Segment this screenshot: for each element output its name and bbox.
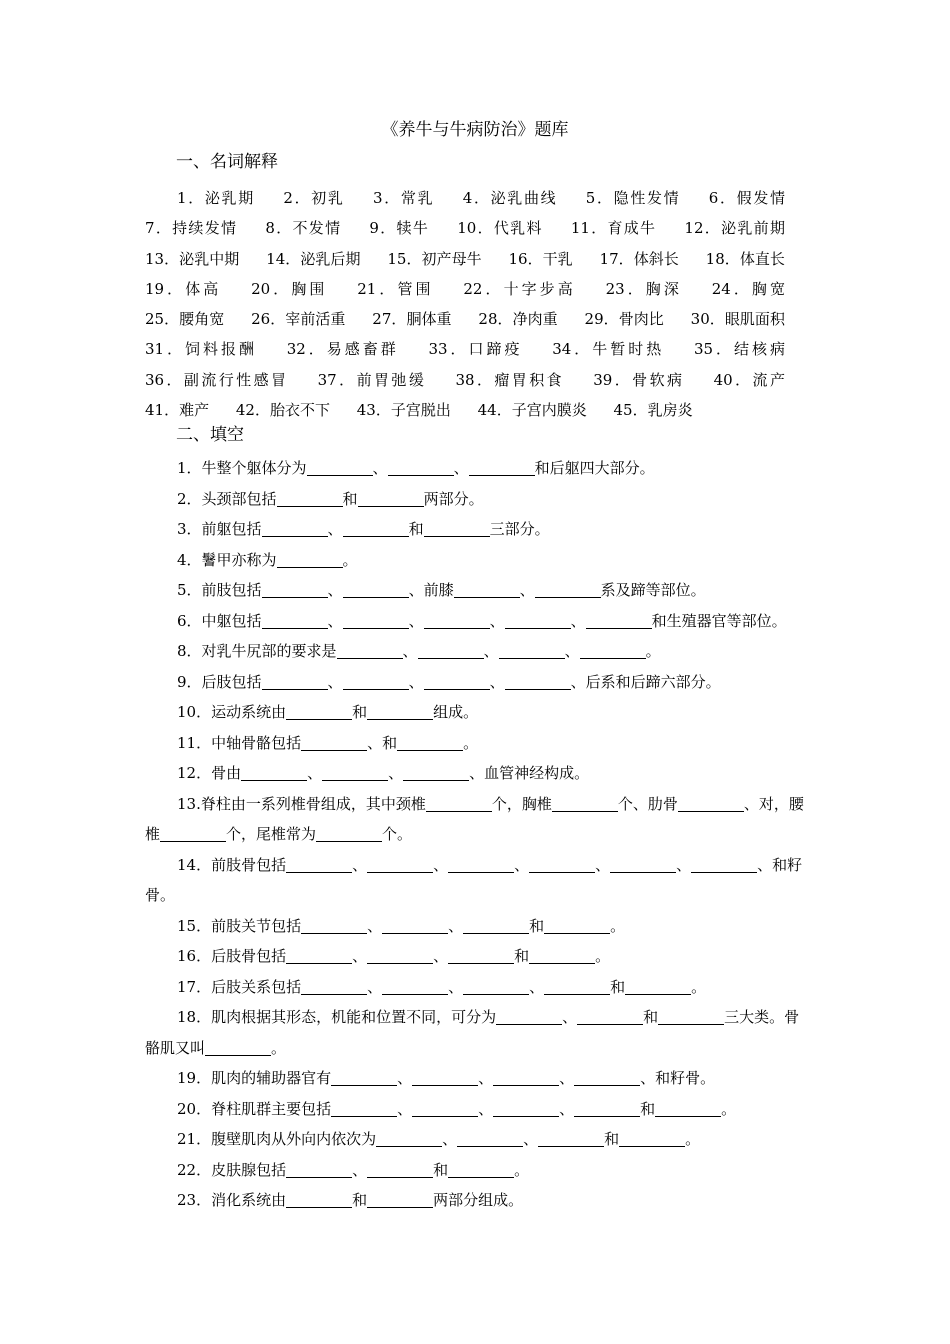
answer-blank[interactable] [505, 612, 571, 629]
answer-blank[interactable] [448, 947, 514, 964]
question-text: 12．骨由 [177, 764, 242, 782]
answer-blank[interactable] [448, 1161, 514, 1178]
answer-blank[interactable] [610, 856, 676, 873]
answer-blank[interactable] [286, 1161, 352, 1178]
question-text: 和生殖器官等部位。 [651, 611, 787, 630]
question-text: 、 [448, 977, 464, 996]
question-text: 、 [570, 611, 586, 630]
question-text: 、 [352, 855, 368, 874]
term-item: 27．胴体重 [372, 310, 452, 329]
term-item: 22．十字步高 [463, 279, 576, 298]
answer-blank[interactable] [397, 734, 463, 751]
term-item: 33．口蹄疫 [428, 340, 523, 359]
question-text: 和 [640, 1099, 656, 1118]
question-text: 、 [453, 459, 469, 477]
fill-question [145, 636, 811, 667]
question-text: 、 [514, 855, 530, 874]
question-text: 22．皮肤腺包括 [177, 1160, 287, 1179]
answer-blank[interactable] [322, 764, 388, 781]
term-item: 17．体斜长 [599, 249, 679, 268]
question-text: 和 [352, 703, 368, 721]
question-text: 、 [367, 916, 383, 935]
question-text: 和后躯四大部分。 [534, 459, 655, 477]
term-item: 35．结核病 [693, 340, 785, 359]
question-text: 、 [367, 977, 383, 996]
term-item: 19．体高 [145, 279, 222, 298]
question-text: 23．消化系统由 [177, 1191, 287, 1209]
answer-blank[interactable] [574, 1069, 640, 1086]
fill-question [145, 514, 811, 545]
question-text: 系及蹄等部位。 [600, 581, 706, 599]
question-text: 、 [402, 642, 418, 660]
term-item: 20．胸围 [251, 279, 328, 298]
question-text: 。 [342, 550, 358, 569]
answer-blank[interactable] [424, 673, 490, 690]
term-item: 5．隐性发情 [585, 189, 681, 207]
answer-blank[interactable] [367, 947, 433, 964]
question-text: 8．对乳牛尻部的要求是 [177, 642, 337, 660]
term-item: 11．育成牛 [570, 219, 657, 238]
answer-blank[interactable] [538, 1130, 604, 1147]
question-text: 和 [514, 947, 530, 965]
question-text: 20．脊柱肌群主要包括 [177, 1099, 332, 1118]
question-text: 、 [562, 1008, 578, 1026]
question-text: 1．牛整个躯体分为 [177, 459, 307, 477]
term-item: 6．假发情 [708, 189, 786, 207]
answer-blank[interactable] [388, 459, 454, 476]
question-text: 、 [483, 642, 499, 660]
term-item: 29．骨肉比 [584, 310, 664, 329]
answer-blank[interactable] [337, 642, 403, 659]
term-item: 3．常乳 [373, 189, 435, 207]
answer-blank[interactable] [343, 520, 409, 537]
question-text: 、 [397, 1099, 413, 1118]
answer-blank[interactable] [493, 1100, 559, 1117]
question-text: 13.脊柱由一系列椎骨组成，其中颈椎 [177, 794, 426, 813]
term-item: 15．初产母牛 [387, 249, 482, 268]
question-text: 、 [327, 611, 343, 630]
term-item: 26．宰前活重 [251, 310, 346, 329]
term-item: 42．胎衣不下 [235, 401, 330, 420]
term-item: 21．管围 [357, 279, 434, 298]
term-item: 37．前胃弛缓 [317, 370, 427, 389]
answer-blank[interactable] [580, 642, 646, 659]
fill-question [145, 667, 811, 698]
answer-blank[interactable] [544, 917, 610, 934]
fill-question [145, 545, 811, 576]
fill-question [145, 728, 811, 759]
question-text: 和 [643, 1008, 659, 1026]
question-text: 。 [691, 977, 707, 996]
question-text: 。 [595, 947, 611, 965]
question-text: 、 [327, 520, 343, 538]
fill-question [145, 575, 811, 606]
term-item: 13．泌乳中期 [145, 249, 240, 268]
term-item: 4．泌乳曲线 [462, 189, 558, 207]
answer-blank[interactable] [376, 1130, 442, 1147]
answer-blank[interactable] [544, 978, 610, 995]
question-text: 个，胸椎 [491, 794, 552, 813]
term-item: 1．泌乳期 [177, 189, 255, 207]
terms-list [145, 183, 807, 425]
answer-blank[interactable] [277, 551, 343, 568]
fill-question [145, 453, 811, 484]
question-text: 6．中躯包括 [177, 611, 262, 630]
answer-blank[interactable] [343, 612, 409, 629]
answer-blank[interactable] [403, 764, 469, 781]
answer-blank[interactable] [301, 734, 367, 751]
answer-blank[interactable] [457, 1130, 523, 1147]
answer-blank[interactable] [655, 1100, 721, 1117]
term-item: 43．子宫脱出 [356, 401, 451, 420]
answer-blank[interactable] [454, 581, 520, 598]
fill-question [145, 1094, 811, 1125]
section-heading-fill: 二、填空 [176, 425, 244, 445]
question-text: 11．中轴骨骼包括 [177, 733, 302, 752]
answer-blank[interactable] [412, 1100, 478, 1117]
answer-blank[interactable] [499, 642, 565, 659]
question-text: 、 [388, 764, 404, 782]
answer-blank[interactable] [418, 642, 484, 659]
question-text: 个。 [382, 825, 413, 843]
question-text: 、后系和后蹄六部分。 [570, 672, 721, 691]
question-text: 、 [564, 642, 580, 660]
question-text: 、 [372, 459, 388, 477]
question-text: 、 [433, 947, 449, 965]
question-text: 、 [442, 1130, 458, 1148]
answer-blank[interactable] [412, 1069, 478, 1086]
answer-blank[interactable] [286, 703, 352, 720]
answer-blank[interactable] [367, 1161, 433, 1178]
term-item: 18．体直长 [705, 249, 785, 268]
question-text: 和 [529, 916, 545, 935]
question-text: 、 [352, 947, 368, 965]
fill-question [145, 1185, 811, 1216]
fill-question [145, 1124, 811, 1155]
question-text: 、 [489, 611, 505, 630]
section-heading-terms: 一、名词解释 [176, 152, 278, 172]
question-text: 。 [514, 1160, 530, 1179]
question-text: 5．前肢包括 [177, 581, 262, 599]
answer-blank[interactable] [619, 1130, 685, 1147]
term-item: 7．持续发情 [145, 219, 238, 238]
answer-blank[interactable] [529, 856, 595, 873]
question-text: 、 [352, 1160, 368, 1179]
question-text: 、 [327, 672, 343, 691]
question-text: 、 [676, 855, 692, 874]
question-text: 、和籽骨。 [145, 855, 803, 904]
answer-blank[interactable] [463, 978, 529, 995]
answer-blank[interactable] [382, 978, 448, 995]
answer-blank[interactable] [331, 1069, 397, 1086]
answer-blank[interactable] [262, 520, 328, 537]
question-text: 、和 [367, 733, 398, 752]
term-item: 28．净肉重 [478, 310, 558, 329]
answer-blank[interactable] [358, 490, 424, 507]
answer-blank[interactable] [316, 825, 382, 842]
question-text: 21．腹壁肌肉从外向内依次为 [177, 1130, 377, 1148]
question-text: 2．头颈部包括 [177, 489, 277, 508]
term-item: 14．泌乳后期 [266, 249, 361, 268]
answer-blank[interactable] [262, 612, 328, 629]
answer-blank[interactable] [574, 1100, 640, 1117]
question-text: 两部分组成。 [433, 1191, 524, 1209]
fill-question [145, 606, 811, 637]
fill-question [145, 911, 811, 942]
question-text: 10．运动系统由 [177, 703, 287, 721]
fill-question [145, 1063, 811, 1094]
question-text: 和 [342, 489, 358, 508]
question-text: 、 [327, 581, 343, 599]
question-text: 、 [307, 764, 323, 782]
question-text: 3．前躯包括 [177, 520, 262, 538]
answer-blank[interactable] [463, 917, 529, 934]
question-text: 、 [397, 1069, 413, 1087]
term-item: 38．瘤胃积食 [455, 370, 565, 389]
answer-blank[interactable] [535, 581, 601, 598]
fill-question [145, 758, 811, 789]
answer-blank[interactable] [382, 917, 448, 934]
answer-blank[interactable] [469, 459, 535, 476]
answer-blank[interactable] [286, 1191, 352, 1208]
answer-blank[interactable] [529, 947, 595, 964]
answer-blank[interactable] [343, 673, 409, 690]
term-item: 41．难产 [145, 401, 210, 420]
fill-question [145, 697, 811, 728]
term-item: 25．腰角宽 [145, 310, 225, 329]
question-text: 和 [604, 1130, 620, 1148]
answer-blank[interactable] [496, 1008, 562, 1025]
question-text: 15．前肢关节包括 [177, 916, 302, 935]
fill-blank-list [145, 453, 811, 1216]
question-text: 、前膝 [408, 581, 454, 599]
answer-blank[interactable] [505, 673, 571, 690]
question-text: 。 [645, 642, 661, 660]
question-text: 、 [523, 1130, 539, 1148]
term-item: 16．干乳 [508, 249, 573, 268]
question-text: 三部分。 [489, 520, 550, 538]
document-title: 《养牛与牛病防治》题库 [381, 120, 569, 140]
answer-blank[interactable] [552, 795, 618, 812]
question-text: 、 [408, 672, 424, 691]
term-item: 34．牛暂时热 [552, 340, 665, 359]
question-text: 、 [519, 581, 535, 599]
term-item: 9．犊牛 [369, 219, 430, 238]
question-text: 、血管神经构成。 [469, 764, 590, 782]
question-text: 、 [433, 855, 449, 874]
answer-blank[interactable] [586, 612, 652, 629]
question-text: 、 [478, 1099, 494, 1118]
answer-blank[interactable] [424, 520, 490, 537]
question-text: 14．前肢骨包括 [177, 855, 287, 874]
term-item: 36．副流行性感冒 [145, 370, 289, 389]
term-item: 32．易感畜群 [286, 340, 399, 359]
question-text: 。 [685, 1130, 701, 1148]
question-text: 、 [478, 1069, 494, 1087]
term-item: 30．眼肌面积 [690, 310, 785, 329]
answer-blank[interactable] [301, 978, 367, 995]
fill-question [145, 1155, 811, 1186]
fill-question [145, 789, 811, 850]
answer-blank[interactable] [658, 1008, 724, 1025]
fill-question [145, 850, 811, 911]
answer-blank[interactable] [367, 1191, 433, 1208]
term-item: 2．初乳 [283, 189, 345, 207]
question-text: 、和籽骨。 [640, 1069, 716, 1087]
question-text: 9．后肢包括 [177, 672, 262, 691]
question-text: 和 [433, 1160, 449, 1179]
term-item: 45．乳房炎 [613, 401, 693, 420]
answer-blank[interactable] [625, 978, 691, 995]
answer-blank[interactable] [678, 795, 744, 812]
question-text: 、 [489, 672, 505, 691]
question-text: 。 [463, 733, 479, 752]
answer-blank[interactable] [262, 673, 328, 690]
question-text: 三大类。骨骼肌又叫 [145, 1008, 800, 1057]
question-text: 16．后肢骨包括 [177, 947, 287, 965]
fill-question [145, 941, 811, 972]
question-text: 、 [408, 611, 424, 630]
answer-blank[interactable] [205, 1039, 271, 1056]
answer-blank[interactable] [241, 764, 307, 781]
question-text: 、对，腰椎 [145, 794, 804, 843]
term-item: 44．子宫内膜炎 [477, 401, 587, 420]
question-text: 组成。 [433, 703, 479, 721]
question-text: 和 [408, 520, 424, 538]
term-item: 24．胸宽 [711, 279, 785, 298]
question-text: 4．鬐甲亦称为 [177, 550, 277, 569]
question-text: 个、肋骨 [617, 794, 678, 813]
question-text: 、 [529, 977, 545, 996]
question-text: 。 [721, 1099, 737, 1118]
answer-blank[interactable] [367, 856, 433, 873]
answer-blank[interactable] [367, 703, 433, 720]
answer-blank[interactable] [301, 917, 367, 934]
question-text: 和 [352, 1191, 368, 1209]
answer-blank[interactable] [286, 856, 352, 873]
answer-blank[interactable] [426, 795, 492, 812]
question-text: 。 [271, 1038, 287, 1057]
answer-blank[interactable] [493, 1069, 559, 1086]
answer-blank[interactable] [277, 490, 343, 507]
term-item: 40．流产 [713, 370, 785, 389]
question-text: 。 [610, 916, 626, 935]
question-text: 两部分。 [423, 489, 484, 508]
answer-blank[interactable] [691, 856, 757, 873]
answer-blank[interactable] [577, 1008, 643, 1025]
answer-blank[interactable] [262, 581, 328, 598]
term-item: 8．不发情 [265, 219, 342, 238]
question-text: 18．肌肉根据其形态，机能和位置不同，可分为 [177, 1008, 497, 1026]
term-item: 12．泌乳前期 [684, 219, 785, 238]
answer-blank[interactable] [343, 581, 409, 598]
answer-blank[interactable] [286, 947, 352, 964]
question-text: 、 [448, 916, 464, 935]
term-item: 31．饲料报酬 [145, 340, 257, 359]
question-text: 、 [559, 1069, 575, 1087]
question-text: 17．后肢关系包括 [177, 977, 302, 996]
fill-question [145, 484, 811, 515]
answer-blank[interactable] [424, 612, 490, 629]
term-item: 23．胸深 [605, 279, 682, 298]
question-text: 、 [559, 1099, 575, 1118]
answer-blank[interactable] [331, 1100, 397, 1117]
answer-blank[interactable] [307, 459, 373, 476]
term-item: 39．骨软病 [593, 370, 685, 389]
question-text: 个，尾椎常为 [226, 825, 317, 843]
answer-blank[interactable] [160, 825, 226, 842]
fill-question [145, 972, 811, 1003]
question-text: 19．肌肉的辅助器官有 [177, 1069, 332, 1087]
fill-question [145, 1002, 811, 1063]
term-item: 10．代乳料 [457, 219, 543, 238]
question-text: 、 [595, 855, 611, 874]
answer-blank[interactable] [448, 856, 514, 873]
question-text: 和 [610, 977, 626, 996]
